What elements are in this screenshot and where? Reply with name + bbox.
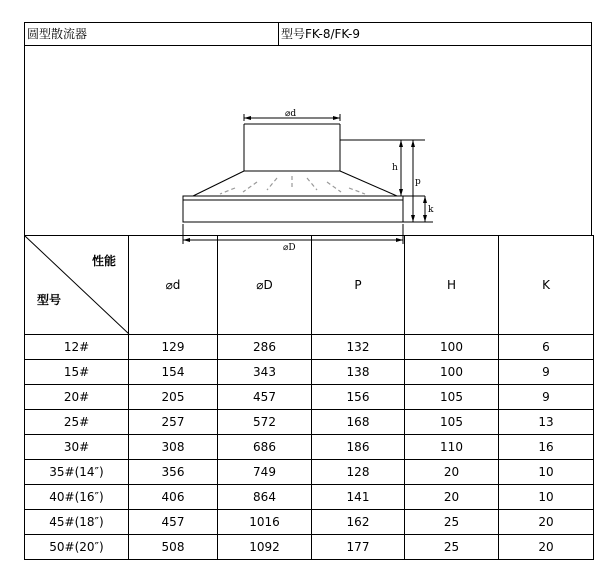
table-row	[25, 385, 594, 410]
spec-table	[24, 235, 594, 560]
cell: 457	[218, 385, 312, 410]
row-model: 15#	[25, 360, 129, 385]
column-header: ⌀d	[129, 236, 218, 335]
cell: 110	[405, 435, 499, 460]
cell: 25	[405, 510, 499, 535]
cell: 128	[312, 460, 405, 485]
label-p: p	[415, 177, 421, 187]
corner-cell	[25, 236, 129, 335]
cell: 864	[218, 485, 312, 510]
cell: 132	[312, 335, 405, 360]
column-header: P	[312, 236, 405, 335]
cell: 20	[405, 460, 499, 485]
cell: 457	[129, 510, 218, 535]
row-model: 50#(20″)	[25, 535, 129, 560]
cell: 100	[405, 360, 499, 385]
diffuser-technical-drawing	[25, 46, 593, 253]
cell: 168	[312, 410, 405, 435]
cell: 343	[218, 360, 312, 385]
row-model: 35#(14″)	[25, 460, 129, 485]
row-model: 20#	[25, 385, 129, 410]
column-header: H	[405, 236, 499, 335]
spec-sheet	[24, 22, 592, 560]
cell: 177	[312, 535, 405, 560]
cell: 1016	[218, 510, 312, 535]
cell: 9	[499, 360, 594, 385]
cell: 154	[129, 360, 218, 385]
cell: 141	[312, 485, 405, 510]
cell: 686	[218, 435, 312, 460]
table-row	[25, 410, 594, 435]
cell: 156	[312, 385, 405, 410]
cell: 1092	[218, 535, 312, 560]
row-model: 25#	[25, 410, 129, 435]
corner-label-model: 型号	[37, 293, 62, 307]
cell: 9	[499, 385, 594, 410]
cell: 286	[218, 335, 312, 360]
label-d: ⌀d	[285, 109, 297, 119]
product-name: 圆型散流器	[25, 23, 279, 45]
row-model: 40#(16″)	[25, 485, 129, 510]
cell: 186	[312, 435, 405, 460]
table-row	[25, 510, 594, 535]
cell: 105	[405, 410, 499, 435]
label-D: ⌀D	[283, 243, 296, 253]
table-row	[25, 485, 594, 510]
cell: 105	[405, 385, 499, 410]
diffuser-drawing	[24, 46, 592, 253]
cell: 138	[312, 360, 405, 385]
table-row	[25, 535, 594, 560]
row-model: 12#	[25, 335, 129, 360]
cell: 100	[405, 335, 499, 360]
table-header-row	[25, 236, 594, 335]
cell: 10	[499, 485, 594, 510]
cell: 308	[129, 435, 218, 460]
column-header: ⌀D	[218, 236, 312, 335]
corner-label-performance: 性能	[91, 254, 116, 268]
column-header: K	[499, 236, 594, 335]
cell: 129	[129, 335, 218, 360]
cell: 16	[499, 435, 594, 460]
cone-left-edge	[193, 171, 244, 196]
table-row	[25, 435, 594, 460]
cell: 10	[499, 460, 594, 485]
cell: 20	[499, 510, 594, 535]
label-h: h	[392, 163, 398, 173]
row-model: 45#(18″)	[25, 510, 129, 535]
table-row	[25, 460, 594, 485]
grille-louvres	[220, 176, 365, 194]
cell: 406	[129, 485, 218, 510]
cell: 356	[129, 460, 218, 485]
cell: 572	[218, 410, 312, 435]
cell: 162	[312, 510, 405, 535]
cell: 20	[499, 535, 594, 560]
cell: 508	[129, 535, 218, 560]
label-k: k	[428, 205, 434, 215]
cell: 20	[405, 485, 499, 510]
model-label: 型号FK-8/FK-9	[281, 27, 360, 41]
cell: 205	[129, 385, 218, 410]
row-model: 30#	[25, 435, 129, 460]
header-row	[24, 22, 592, 46]
cell: 13	[499, 410, 594, 435]
corner-diagonal	[25, 236, 129, 334]
table-row	[25, 335, 594, 360]
cell: 257	[129, 410, 218, 435]
cell: 749	[218, 460, 312, 485]
table-row	[25, 360, 594, 385]
cell: 25	[405, 535, 499, 560]
cell: 6	[499, 335, 594, 360]
cone-right-edge	[340, 171, 397, 196]
